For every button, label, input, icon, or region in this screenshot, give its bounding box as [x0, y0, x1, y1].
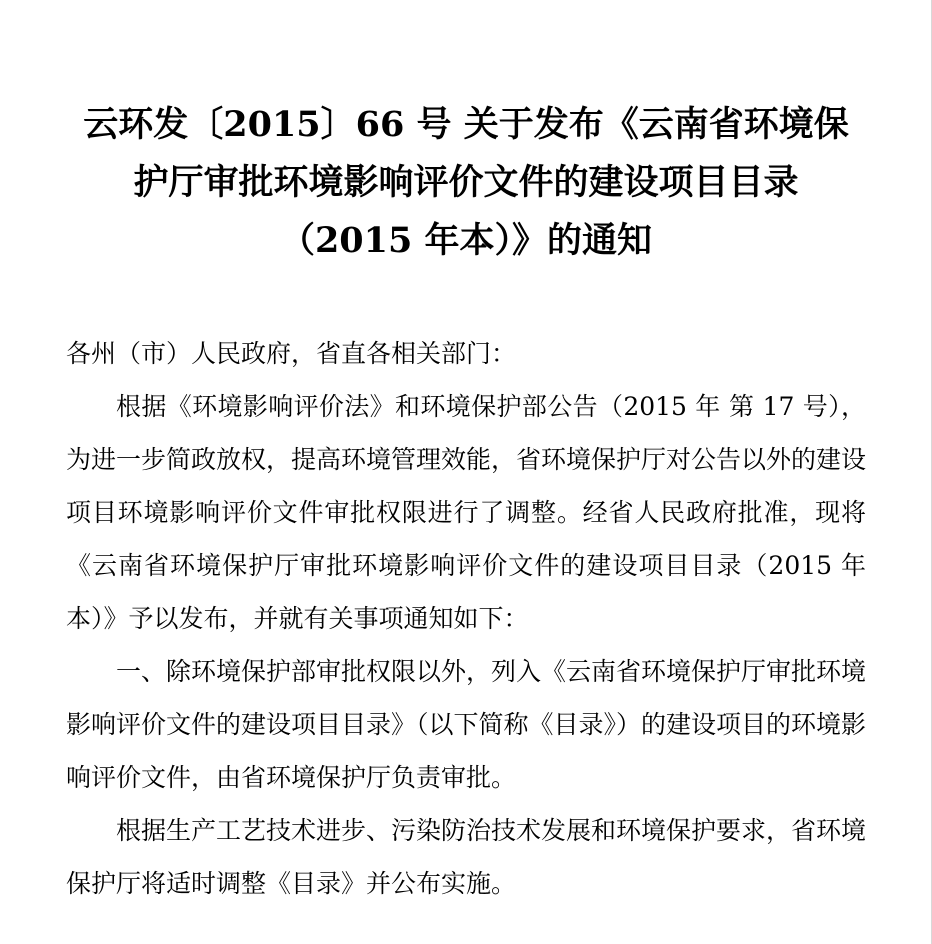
- paragraph-item-1: 一、除环境保护部审批权限以外，列入《云南省环境保护厅审批环境影响评价文件的建设项目目录》（以下简称《目录》）的建设项目的环境影响评价文件，由省环境保护厅负责审批。: [66, 657, 867, 792]
- title-line-3: （2015 年本）》的通知: [279, 220, 653, 261]
- paragraph-intro: 根据《环境影响评价法》和环境保护部公告（2015 年 第 17 号），为进一步简政放权，提高环境管理效能，省环境保护厅对公告以外的建设项目环境影响评价文件审批权限进行了调整。经省人民政府批准，现将《云南省环境保护厅审批环境影响评价文件的建设项目目录（2015 年本）》予以发布，并就有关事项通知如下：: [66, 392, 867, 633]
- title-line-1: 云环发〔2015〕66 号 关于发布《云南省环境保: [83, 104, 849, 145]
- document-body: [66, 327, 866, 910]
- paragraph-adjustment: 根据生产工艺技术进步、污染防治技术发展和环境保护要求，省环境保护厅将适时调整《目录》并公布实施。: [66, 816, 867, 898]
- title-line-2: 护厅审批环境影响评价文件的建设项目目录: [133, 162, 799, 203]
- document-title: [60, 96, 872, 270]
- salutation: 各州（市）人民政府，省直各相关部门：: [66, 339, 517, 368]
